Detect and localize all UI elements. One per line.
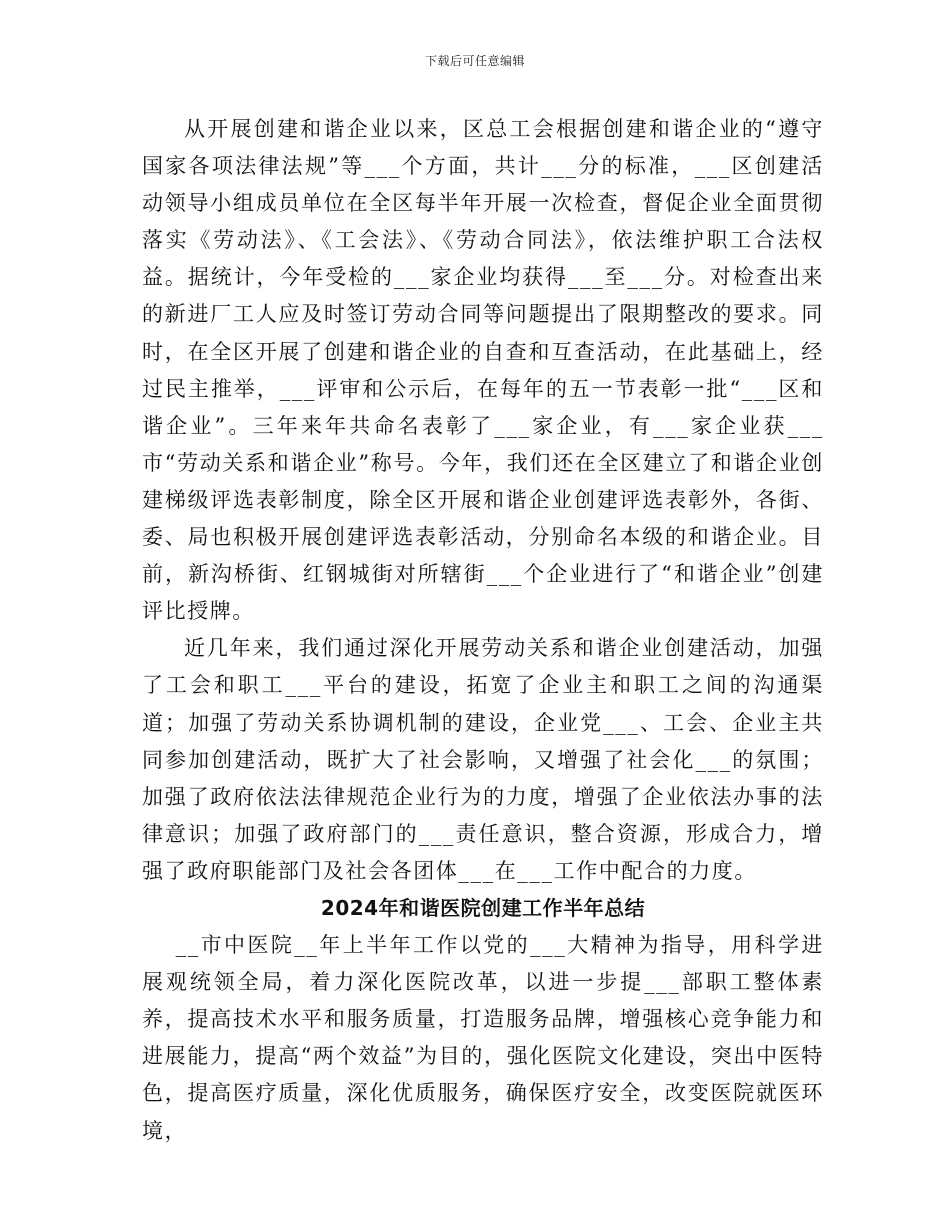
body-paragraph-3: __市中医院__年上半年工作以党的___大精神为指导，用科学进展观统领全局，着力深化医院改革，以进一步提___部职工整体素养，提高技术水平和服务质量，打造服务品牌，增强核心竞争能力和进展能力，提高“两个效益”为目的，强化医院文化建设，突出中医特色，提高医疗质量，深化优质服务，确保医疗安全，改变医院就医环境，: [142, 933, 824, 1143]
document-body: [142, 111, 824, 1150]
body-paragraph-2: 近几年来，我们通过深化开展劳动关系和谐企业创建活动，加强了工会和职工___平台的建设，拓宽了企业主和职工之间的沟通渠道；加强了劳动关系协调机制的建设，企业党___、工会、企业主共同参加创建活动，既扩大了社会影响，又增强了社会化___的氛围；加强了政府依法法律规范企业行为的力度，增强了企业依法办事的法律意识；加强了政府部门的___责任意识，整合资源，形成合力，增强了政府职能部门及社会各团体___在___工作中配合的力度。: [142, 636, 824, 883]
page-header-note: 下载后可任意编辑: [424, 54, 525, 68]
section-title: 2024年和谐医院创建工作半年总结: [320, 895, 646, 920]
body-paragraph-1: 从开展创建和谐企业以来，区总工会根据创建和谐企业的“遵守国家各项法律法规”等___个方面，共计___分的标准，___区创建活动领导小组成员单位在全区每半年开展一次检查，督促企业全面贯彻落实《劳动法》、《工会法》、《劳动合同法》，依法维护职工合法权益。据统计，今年受检的___家企业均获得___至___分。对检查出来的新进厂工人应及时签订劳动合同等问题提出了限期整改的要求。同时，在全区开展了创建和谐企业的自查和互查活动，在此基础上，经过民主推举，___评审和公示后，在每年的五一节表彰一批“___区和谐企业”。三年来年共命名表彰了___家企业，有___家企业获___市“劳动关系和谐企业”称号。今年，我们还在全区建立了和谐企业创建梯级评选表彰制度，除全区开展和谐企业创建评选表彰外，各街、委、局也积极开展创建评选表彰活动，分别命名本级的和谐企业。目前，新沟桥街、红钢城街对所辖街___个企业进行了“和谐企业”创建评比授牌。: [142, 117, 824, 624]
